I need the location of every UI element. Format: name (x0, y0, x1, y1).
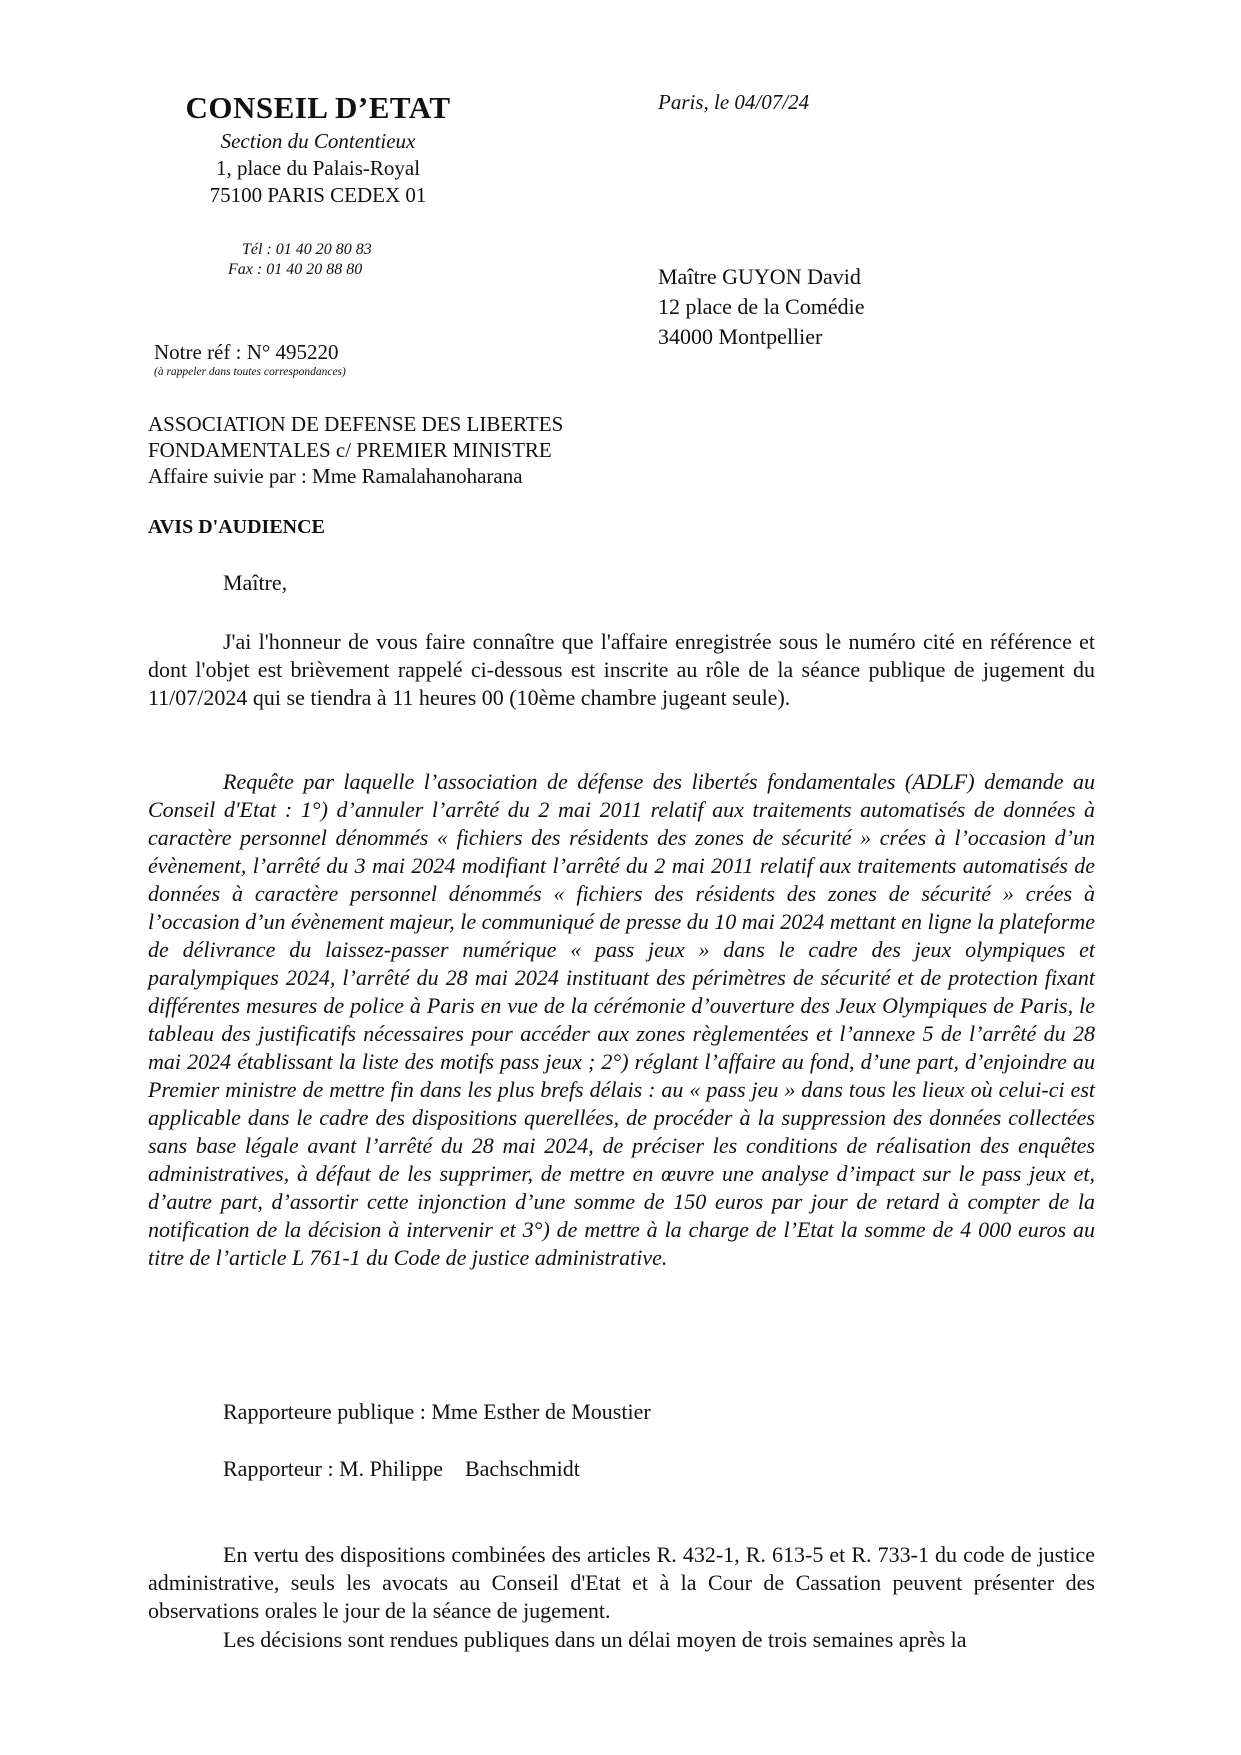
decisions-paragraph: Les décisions sont rendues publiques dans un délai moyen de trois semaines après la (223, 1627, 967, 1652)
letterhead (148, 88, 488, 209)
rapporteur: Rapporteur : M. Philippe Bachschmidt (223, 1456, 580, 1481)
reference-block (154, 339, 346, 379)
case-parties (148, 411, 563, 489)
request-summary-paragraph: Requête par laquelle l’association de défense des libertés fondamentales (ADLF) demande au Conseil d'Etat : 1°) d’annuler l’arrêté du 2 mai 2011 relatif aux traitements automatisés de données à caractère personnel dénommés « fichiers des résidents des zones de sécurité » crées à l’occasion d’un évènement, l’arrêté du 3 mai 2024 modifiant l’arrêté du 2 mai 2011 relatif aux traitements automatisés de données à caractère personnel dénommés « fichiers des résidents des zones de sécurité » crées à l’occasion d’un évènement majeur, le communiqué de presse du 10 mai 2024 mettant en ligne la plateforme de délivrance du laissez-passer numérique « pass jeux » dans le cadre des jeux olympiques et paralympiques 2024, l’arrêté du 28 mai 2024 instituant des périmètres de sécurité et de protection fixant différentes mesures de police à Paris en vue de la cérémonie d’ouverture des Jeux Olympiques de Paris, le tableau des justificatifs nécessaires pour accéder aux zones règlementées et l’annexe 5 de l’arrêté du 28 mai 2024 établissant la liste des motifs pass jeux ; 2°) réglant l’affaire au fond, d’une part, d’enjoindre au Premier ministre de mettre fin dans les plus brefs délais : au « pass jeu » dans tous les lieux où celui-ci est applicable dans le cadre des dispositions querellées, de procéder à la suppression des données collectées sans base légale avant l’arrêté du 28 mai 2024, de préciser les conditions de réalisation des enquêtes administratives, à défaut de les supprimer, de mettre en œuvre une analyse d’impact sur le pass jeux et, d’autre part, d’assortir cette injonction d’une somme de 150 euros par jour de retard à compter de la notification de la décision à intervenir et 3°) de mettre à la charge de l’Etat la somme de 4 000 euros au titre de l’article L 761-1 du Code de justice administrative. (148, 769, 1095, 1270)
organization-address-line2: 75100 PARIS CEDEX 01 (209, 183, 427, 207)
case-parties-line1: ASSOCIATION DE DEFENSE DES LIBERTES (148, 412, 564, 436)
organization-name: CONSEIL D’ETAT (185, 90, 451, 125)
oral-observations-paragraph: En vertu des dispositions combinées des articles R. 432-1, R. 613-5 et R. 733-1 du code de justice administrative, seuls les avocats au Conseil d'Etat et à la Cour de Cassation peuvent présenter des observations orales le jour de la séance de jugement. (148, 1542, 1095, 1623)
telephone-number: Tél : 01 40 20 80 83 (242, 241, 372, 258)
recipient-address (658, 262, 864, 352)
case-handler: Affaire suivie par : Mme Ramalahanoharana (148, 464, 523, 488)
salutation: Maître, (223, 570, 288, 595)
reference-note: (à rappeler dans toutes correspondances) (154, 366, 346, 378)
recipient-street: 12 place de la Comédie (658, 294, 865, 319)
recipient-name: Maître GUYON David (658, 264, 861, 289)
fax-number: Fax : 01 40 20 88 80 (228, 261, 363, 278)
notice-title: AVIS D'AUDIENCE (148, 516, 325, 538)
public-rapporteur: Rapporteure publique : Mme Esther de Moustier (223, 1399, 651, 1424)
case-parties-line2: FONDAMENTALES c/ PREMIER MINISTRE (148, 438, 552, 462)
recipient-city: 34000 Montpellier (658, 324, 823, 349)
reference-number: Notre réf : N° 495220 (154, 340, 339, 364)
hearing-notice-paragraph: J'ai l'honneur de vous faire connaître que l'affaire enregistrée sous le numéro cité en référence et dont l'objet est brièvement rappelé ci-dessous est inscrite au rôle de la séance publique de jugement du 11/07/2024 qui se tiendra à 11 heures 00 (10ème chambre jugeant seule). (148, 629, 1095, 710)
contact-numbers (228, 240, 372, 280)
organization-address-line1: 1, place du Palais-Royal (215, 156, 421, 180)
letter-date: Paris, le 04/07/24 (658, 90, 810, 114)
organization-section: Section du Contentieux (220, 129, 416, 153)
